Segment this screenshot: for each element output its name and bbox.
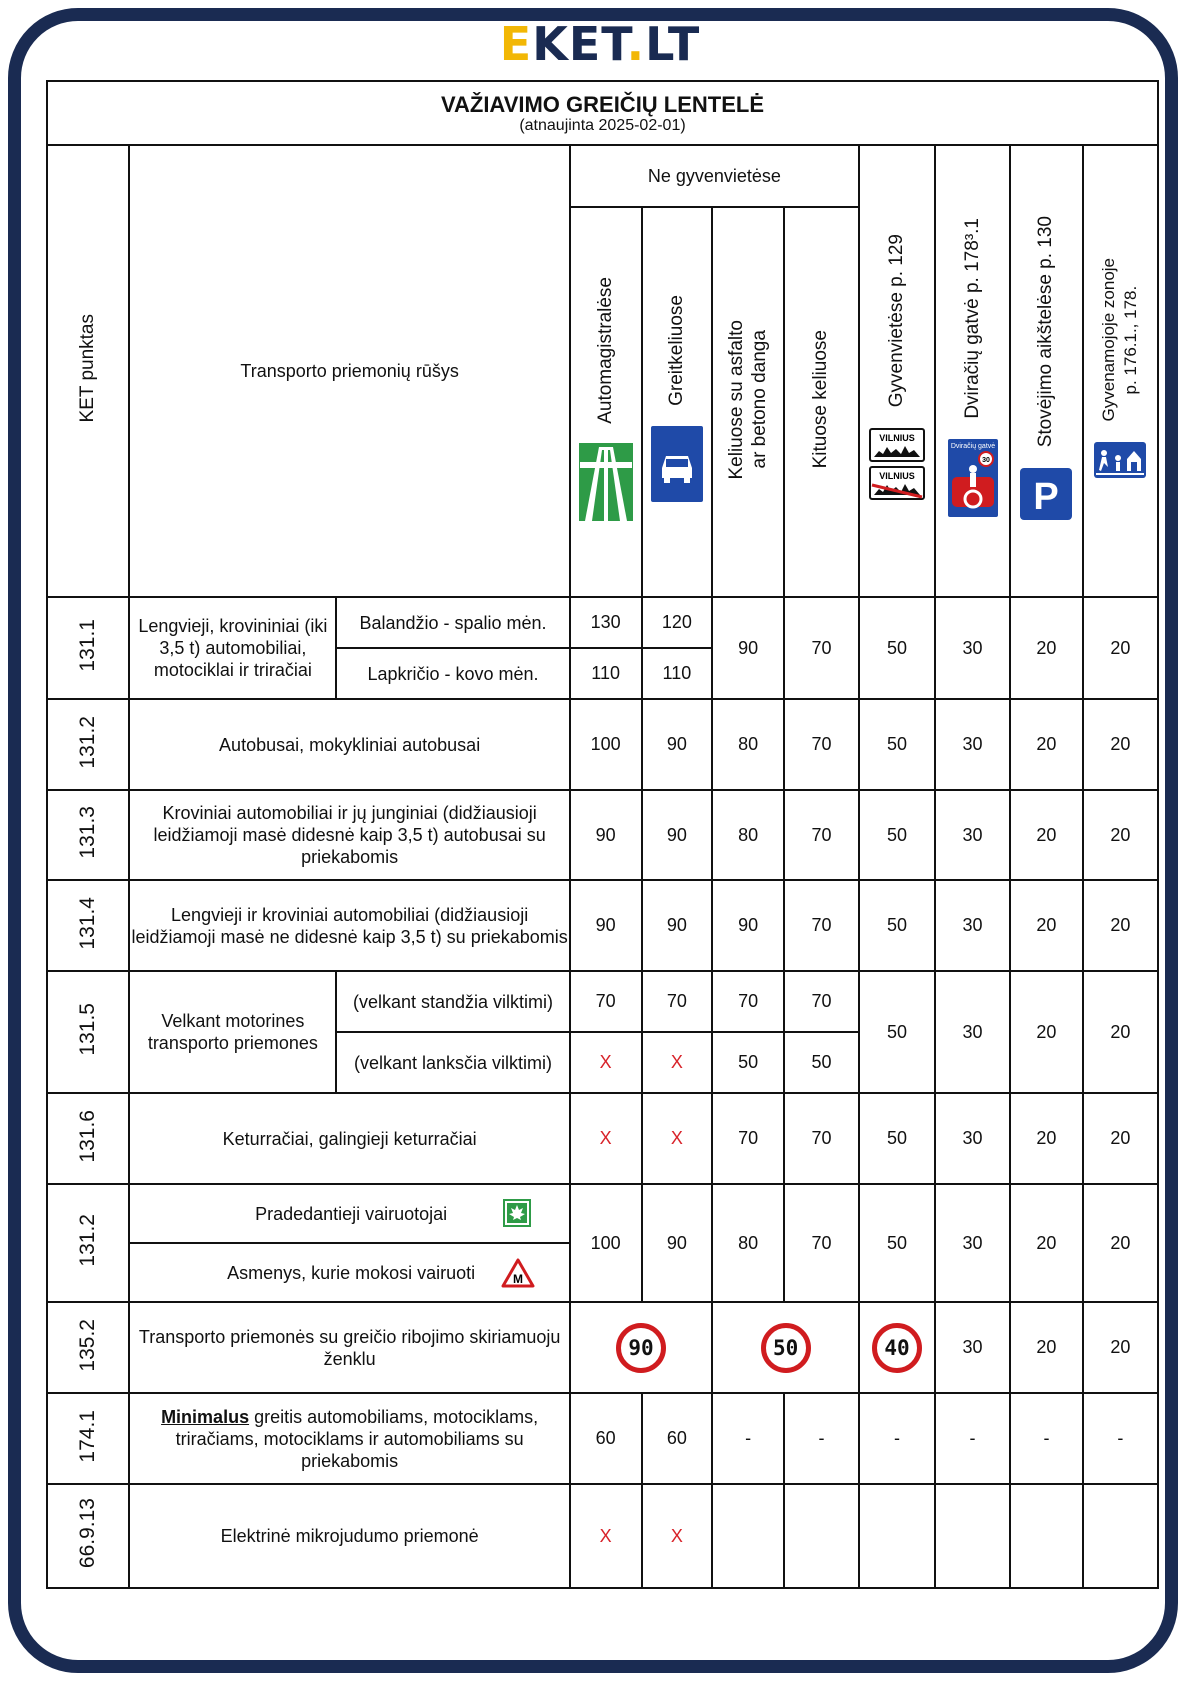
- speed-value: 20: [1083, 699, 1158, 790]
- beginner-drivers: Pradedantieji vairuotojai: [129, 1184, 569, 1243]
- ket-point: 131.1: [47, 597, 129, 699]
- ket-point: 131.5: [47, 971, 129, 1093]
- ket-point: 174.1: [47, 1393, 129, 1484]
- table-title: VAŽIAVIMO GREIČIŲ LENTELĖ: [440, 92, 765, 117]
- speed-value: 110: [570, 648, 642, 699]
- header-living-zone: Gyvenamojoje zonoje p. 176.1., 178.: [1083, 145, 1158, 597]
- motorway-sign-icon: [578, 442, 634, 522]
- period-april-october: Balandžio - spalio mėn.: [336, 597, 570, 648]
- svg-text:Dviračių gatvė: Dviračių gatvė: [950, 443, 995, 451]
- speed-value: 60: [570, 1393, 642, 1484]
- ket-point: 131.2: [47, 699, 129, 790]
- speed-value: 20: [1010, 1093, 1083, 1184]
- expressway-sign-icon: [649, 424, 705, 504]
- speed-value: 70: [784, 971, 859, 1032]
- speed-value: 20: [1010, 699, 1083, 790]
- svg-text:VILNIUS: VILNIUS: [879, 470, 915, 481]
- speed-value: 20: [1083, 1093, 1158, 1184]
- speed-value: 50: [859, 597, 935, 699]
- speed-value: 70: [784, 790, 859, 880]
- svg-text:P: P: [1033, 475, 1060, 518]
- speed-value: 30: [935, 880, 1010, 971]
- period-november-march: Lapkričio - kovo mėn.: [336, 648, 570, 699]
- ket-point: 131.2: [47, 1184, 129, 1302]
- ket-point: 131.4: [47, 880, 129, 971]
- speed-value: 20: [1010, 597, 1083, 699]
- speed-value: 70: [784, 597, 859, 699]
- speed-value: 50: [859, 1184, 935, 1302]
- speed-value: 90: [642, 880, 713, 971]
- empty-cell: [784, 1484, 859, 1588]
- speed-limit-40-sign: 40: [872, 1323, 922, 1373]
- header-paved-roads: Keliuose su asfalto ar betono danga: [712, 207, 784, 597]
- speed-value: 90: [642, 699, 713, 790]
- speed-value: 80: [712, 790, 784, 880]
- speed-value: 20: [1010, 971, 1083, 1093]
- ket-point: 131.6: [47, 1093, 129, 1184]
- speed-value: 130: [570, 597, 642, 648]
- table-title-cell: [47, 81, 1158, 145]
- living-zone-sign-icon: [1093, 441, 1147, 479]
- speed-value: 110: [642, 648, 713, 699]
- speed-value: 50: [859, 1093, 935, 1184]
- speed-value: 20: [1083, 597, 1158, 699]
- ket-point: 66.9.13: [47, 1484, 129, 1588]
- speed-value: -: [712, 1393, 784, 1484]
- svg-text:M: M: [512, 1272, 523, 1286]
- speed-limit-90-sign: 90: [616, 1323, 666, 1373]
- speed-value: 30: [935, 971, 1010, 1093]
- vehicle-type: Minimalus greitis automobiliams, motociklams, triračiams, motociklams ir automobiliams su priekabomis: [129, 1393, 569, 1484]
- speed-value: 30: [935, 699, 1010, 790]
- speed-value: 80: [712, 1184, 784, 1302]
- speed-value: 20: [1010, 1302, 1083, 1393]
- speed-value: -: [784, 1393, 859, 1484]
- speed-value: -: [1010, 1393, 1083, 1484]
- prohibited-mark: X: [642, 1484, 713, 1588]
- speed-limit-sign-cell: [712, 1302, 859, 1393]
- speed-value: 90: [570, 790, 642, 880]
- speed-value: 80: [712, 699, 784, 790]
- speed-value: -: [935, 1393, 1010, 1484]
- speed-value: 50: [784, 1032, 859, 1093]
- speed-value: 50: [859, 880, 935, 971]
- speed-value: 90: [712, 597, 784, 699]
- vehicle-type: Transporto priemonės su greičio ribojimo skiriamuoju ženklu: [129, 1302, 569, 1393]
- empty-cell: [1083, 1484, 1158, 1588]
- ket-point: 131.3: [47, 790, 129, 880]
- speed-value: 100: [570, 699, 642, 790]
- header-settlements: Gyvenvietėse p. 129 VILNIUS VILNIUS: [859, 145, 935, 597]
- speed-value: 70: [712, 971, 784, 1032]
- speed-value: 50: [859, 699, 935, 790]
- speed-value: -: [1083, 1393, 1158, 1484]
- table-subtitle: (atnaujinta 2025-02-01): [519, 117, 686, 134]
- svg-text:VILNIUS: VILNIUS: [879, 432, 915, 443]
- speed-value: 90: [642, 1184, 713, 1302]
- speed-value: 100: [570, 1184, 642, 1302]
- speed-value: 20: [1083, 1302, 1158, 1393]
- svg-text:30: 30: [981, 457, 990, 465]
- speed-value: 70: [570, 971, 642, 1032]
- empty-cell: [935, 1484, 1010, 1588]
- vilnius-sign-icon: [869, 427, 925, 503]
- speed-value: 30: [935, 1302, 1010, 1393]
- learner-drivers: Asmenys, kurie mokosi vairuoti M: [129, 1243, 569, 1302]
- speed-value: 30: [935, 790, 1010, 880]
- speed-value: -: [859, 1393, 935, 1484]
- speed-value: 70: [784, 1093, 859, 1184]
- speed-value: 70: [784, 880, 859, 971]
- minimal-label: Minimalus: [161, 1406, 250, 1427]
- prohibited-mark: X: [570, 1032, 642, 1093]
- vehicle-type: Lengvieji, krovininiai (iki 3,5 t) automobiliai, motociklai ir triračiai: [129, 597, 336, 699]
- types-header: Transporto priemonių rūšys: [129, 145, 569, 597]
- speed-table: [46, 80, 1159, 1589]
- speed-value: 50: [859, 971, 935, 1093]
- speed-value: 30: [935, 597, 1010, 699]
- vehicle-type: Elektrinė mikrojudumo priemonė: [129, 1484, 569, 1588]
- vehicle-type: Kroviniai automobiliai ir jų junginiai (didžiausioji leidžiamoji masė didesnė kaip 3,5 t) autobusai su priekabomis: [129, 790, 569, 880]
- speed-value: 20: [1083, 880, 1158, 971]
- speed-value: 90: [570, 880, 642, 971]
- prohibited-mark: X: [642, 1032, 713, 1093]
- speed-value: 70: [784, 1184, 859, 1302]
- prohibited-mark: X: [642, 1093, 713, 1184]
- speed-value: 30: [935, 1093, 1010, 1184]
- speed-value: 20: [1010, 880, 1083, 971]
- vehicle-type: Velkant motorines transporto priemones: [129, 971, 336, 1093]
- speed-value: 120: [642, 597, 713, 648]
- learner-triangle-icon: [501, 1258, 535, 1288]
- speed-value: 50: [859, 790, 935, 880]
- beginner-leaf-icon: [503, 1199, 531, 1227]
- bike-street-sign-icon: [946, 437, 1000, 519]
- parking-sign-icon: [1019, 467, 1073, 521]
- towing-flexible: (velkant lanksčia vilktimi): [336, 1032, 570, 1093]
- site-logo[interactable]: EKET.LT: [499, 17, 701, 71]
- towing-rigid: (velkant standžia vilktimi): [336, 971, 570, 1032]
- speed-value: 20: [1083, 790, 1158, 880]
- speed-value: 20: [1010, 1184, 1083, 1302]
- speed-value: 50: [712, 1032, 784, 1093]
- speed-value: 30: [935, 1184, 1010, 1302]
- speed-limit-sign-cell: [570, 1302, 712, 1393]
- speed-value: 20: [1010, 790, 1083, 880]
- speed-value: 20: [1083, 1184, 1158, 1302]
- speed-limit-sign-cell: [859, 1302, 935, 1393]
- speed-value: 70: [712, 1093, 784, 1184]
- outside-settlements-header: Ne gyvenvietėse: [570, 145, 859, 207]
- speed-value: 70: [784, 699, 859, 790]
- empty-cell: [1010, 1484, 1083, 1588]
- prohibited-mark: X: [570, 1484, 642, 1588]
- header-expressway: Greitkeliuose: [642, 207, 713, 597]
- empty-cell: [712, 1484, 784, 1588]
- prohibited-mark: X: [570, 1093, 642, 1184]
- header-parking: Stovėjimo aikštelėse p. 130 P: [1010, 145, 1083, 597]
- speed-value: 90: [642, 790, 713, 880]
- speed-value: 20: [1083, 971, 1158, 1093]
- header-motorway: Automagistralėse: [570, 207, 642, 597]
- speed-value: 70: [642, 971, 713, 1032]
- vehicle-type: Keturračiai, galingieji keturračiai: [129, 1093, 569, 1184]
- empty-cell: [859, 1484, 935, 1588]
- vehicle-type: Lengvieji ir kroviniai automobiliai (didžiausioji leidžiamoji masė ne didesnė kaip 3,5 t) su priekabomis: [129, 880, 569, 971]
- speed-value: 60: [642, 1393, 713, 1484]
- speed-value: 90: [712, 880, 784, 971]
- header-bike-street: Dviračių gatvė p. 178³.1 Dviračių gatvė 30: [935, 145, 1010, 597]
- header-other-roads: Kituose keliuose: [784, 207, 859, 597]
- speed-limit-50-sign: 50: [761, 1323, 811, 1373]
- vehicle-type: Autobusai, mokykliniai autobusai: [129, 699, 569, 790]
- ket-header: KET punktas: [47, 145, 129, 597]
- ket-point: 135.2: [47, 1302, 129, 1393]
